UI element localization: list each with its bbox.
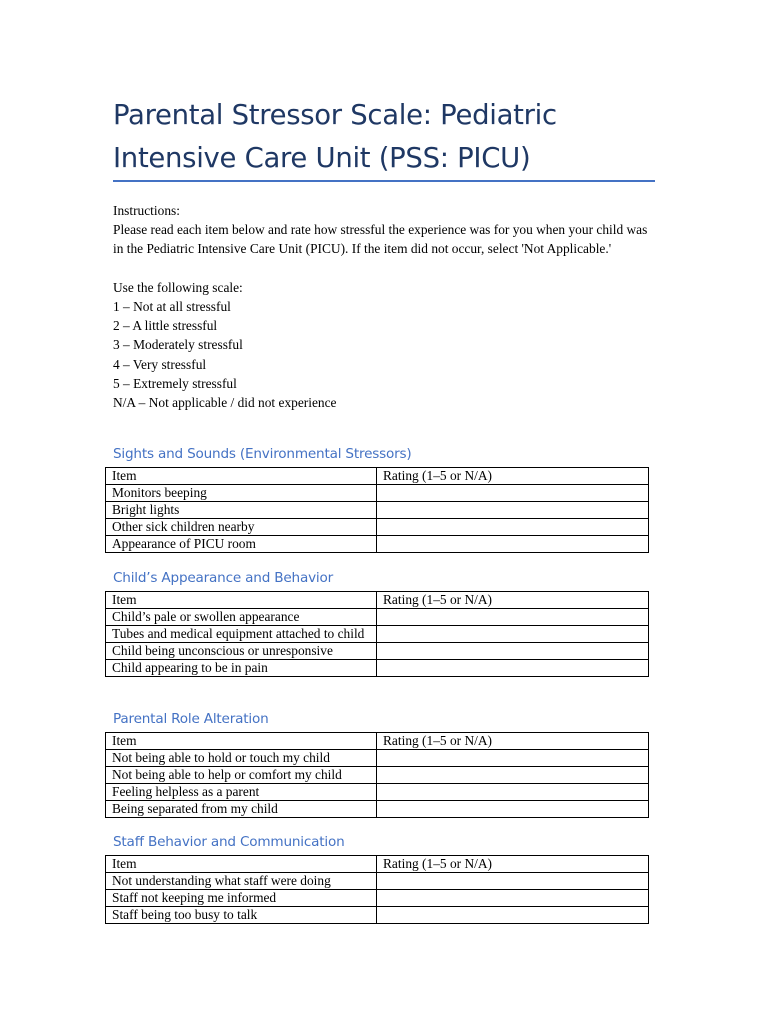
- table-row: [106, 907, 649, 924]
- scale-item: 4 – Very stressful: [113, 356, 207, 372]
- scale-item: 2 – A little stressful: [113, 318, 218, 334]
- scale-item: 1 – Not at all stressful: [113, 299, 231, 314]
- rating-cell[interactable]: [377, 485, 649, 502]
- column-header-item: Item: [106, 856, 377, 873]
- table-row: [106, 784, 649, 801]
- rating-table-environment: [105, 467, 649, 553]
- section-heading-staff: Staff Behavior and Communication: [113, 834, 345, 850]
- table-row: [106, 890, 649, 907]
- rating-cell[interactable]: [377, 873, 649, 890]
- table-row: [106, 750, 649, 767]
- instructions-label: Instructions:: [113, 203, 180, 218]
- rating-cell[interactable]: [377, 519, 649, 536]
- section-heading-child-appearance: Child’s Appearance and Behavior: [113, 570, 334, 586]
- rating-cell[interactable]: [377, 890, 649, 907]
- table-header-row: [106, 468, 649, 485]
- rating-cell[interactable]: [377, 626, 649, 643]
- document-title: Parental Stressor Scale: Pediatric Intensive Care Unit (PSS: PICU): [113, 99, 557, 174]
- item-cell: Child appearing to be in pain: [106, 660, 377, 677]
- table-row: [106, 519, 649, 536]
- table-row: [106, 502, 649, 519]
- item-cell: Child’s pale or swollen appearance: [106, 609, 377, 626]
- item-cell: Feeling helpless as a parent: [106, 784, 377, 801]
- table-row: [106, 873, 649, 890]
- title-underline: [113, 180, 655, 182]
- scale-intro: Use the following scale:: [113, 279, 243, 295]
- rating-cell[interactable]: [377, 609, 649, 626]
- column-header-rating: Rating (1–5 or N/A): [377, 592, 649, 609]
- instructions-block: [113, 201, 655, 412]
- table-row: [106, 660, 649, 677]
- column-header-item: Item: [106, 592, 377, 609]
- table-header-row: [106, 592, 649, 609]
- section-heading-parental-role: Parental Role Alteration: [113, 711, 269, 727]
- scale-item: N/A – Not applicable / did not experience: [113, 395, 337, 411]
- item-cell: Other sick children nearby: [106, 519, 377, 536]
- rating-cell[interactable]: [377, 643, 649, 660]
- column-header-rating: Rating (1–5 or N/A): [377, 856, 649, 873]
- table-row: [106, 609, 649, 626]
- scale-item: 5 – Extremely stressful: [113, 375, 237, 391]
- rating-cell[interactable]: [377, 767, 649, 784]
- rating-cell[interactable]: [377, 784, 649, 801]
- item-cell: Monitors beeping: [106, 485, 377, 502]
- item-cell: Not being able to help or comfort my child: [106, 767, 377, 784]
- rating-cell[interactable]: [377, 502, 649, 519]
- rating-table-child-appearance: [105, 591, 649, 677]
- table-row: [106, 626, 649, 643]
- instructions-text: Please read each item below and rate how stressful the experience was for you when your child was in the Pediatric Intensive Care Unit (PICU). If the item did not occur, select 'Not Applicable.': [113, 222, 648, 257]
- table-header-row: [106, 856, 649, 873]
- column-header-rating: Rating (1–5 or N/A): [377, 733, 649, 750]
- table-row: [106, 767, 649, 784]
- rating-table-staff: [105, 855, 649, 924]
- item-cell: Tubes and medical equipment attached to child: [106, 626, 377, 643]
- scale-item: 3 – Moderately stressful: [113, 337, 243, 353]
- table-row: [106, 536, 649, 553]
- table-header-row: [106, 733, 649, 750]
- item-cell: Staff being too busy to talk: [106, 907, 377, 924]
- rating-cell[interactable]: [377, 750, 649, 767]
- column-header-item: Item: [106, 733, 377, 750]
- rating-cell[interactable]: [377, 660, 649, 677]
- section-heading-environment: Sights and Sounds (Environmental Stressors): [113, 446, 412, 462]
- rating-table-parental-role: [105, 732, 649, 818]
- table-row: [106, 485, 649, 502]
- column-header-item: Item: [106, 468, 377, 485]
- item-cell: Not being able to hold or touch my child: [106, 750, 377, 767]
- rating-cell[interactable]: [377, 536, 649, 553]
- item-cell: Being separated from my child: [106, 801, 377, 818]
- table-row: [106, 643, 649, 660]
- item-cell: Not understanding what staff were doing: [106, 873, 377, 890]
- item-cell: Appearance of PICU room: [106, 536, 377, 553]
- rating-cell[interactable]: [377, 801, 649, 818]
- item-cell: Staff not keeping me informed: [106, 890, 377, 907]
- rating-cell[interactable]: [377, 907, 649, 924]
- item-cell: Bright lights: [106, 502, 377, 519]
- item-cell: Child being unconscious or unresponsive: [106, 643, 377, 660]
- column-header-rating: Rating (1–5 or N/A): [377, 468, 649, 485]
- table-row: [106, 801, 649, 818]
